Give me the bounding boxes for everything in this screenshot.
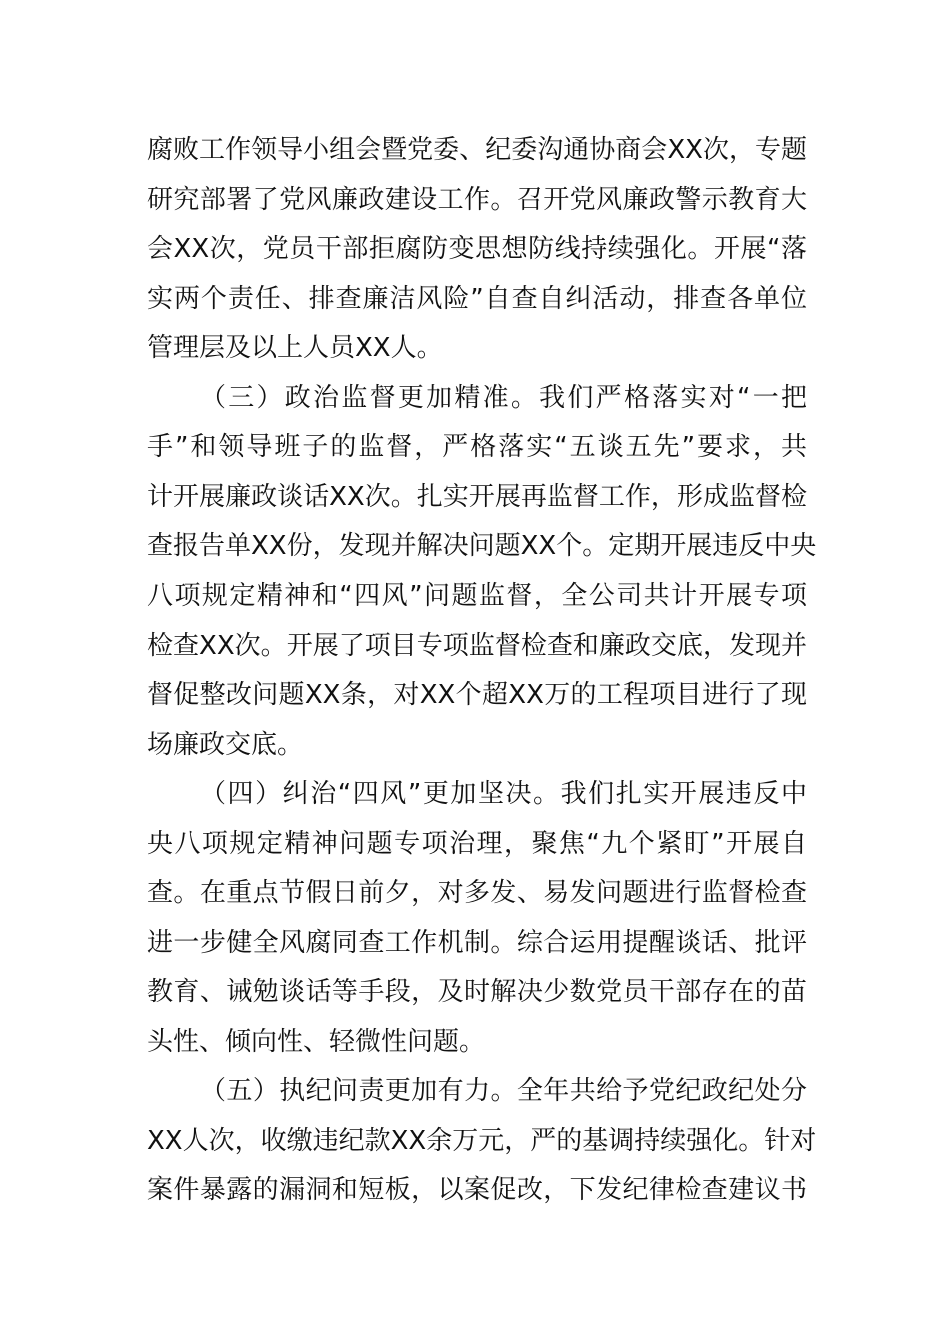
section-heading-line: （四）纠治“四风”更加坚决。我们扎实开展违反中 bbox=[200, 779, 807, 809]
text-line: 案件暴露的漏洞和短板，以案促改，下发纪律检查建议书 bbox=[147, 1175, 807, 1205]
text-line: 检查XX次。开展了项目专项监督检查和廉政交底，发现并 bbox=[147, 631, 807, 661]
text-line: 手”和领导班子的监督，严格落实“五谈五先”要求，共 bbox=[147, 432, 807, 462]
text-line: 进一步健全风腐同查工作机制。综合运用提醒谈话、批评 bbox=[147, 928, 807, 958]
text-line: 央八项规定精神问题专项治理，聚焦“九个紧盯”开展自 bbox=[147, 829, 807, 859]
text-line: 头性、倾向性、轻微性问题。 bbox=[147, 1027, 486, 1057]
section-heading-line: （三）政治监督更加精准。我们严格落实对“一把 bbox=[200, 383, 807, 413]
text-line: 管理层及以上人员XX人。 bbox=[147, 333, 443, 363]
text-line: 实两个责任、排查廉洁风险”自查自纠活动，排查各单位 bbox=[147, 284, 807, 314]
text-line: 查。在重点节假日前夕，对多发、易发问题进行监督检查 bbox=[147, 878, 807, 908]
text-line: 教育、诫勉谈话等手段，及时解决少数党员干部存在的苗 bbox=[147, 977, 807, 1007]
text-line: 计开展廉政谈话XX次。扎实开展再监督工作，形成监督检 bbox=[147, 482, 807, 512]
text-line: 场廉政交底。 bbox=[147, 730, 304, 760]
text-line: 查报告单XX份，发现并解决问题XX个。定期开展违反中央 bbox=[147, 531, 817, 561]
text-line: 研究部署了党风廉政建设工作。召开党风廉政警示教育大 bbox=[147, 185, 807, 215]
text-line: 督促整改问题XX条，对XX个超XX万的工程项目进行了现 bbox=[147, 680, 807, 710]
text-line: 八项规定精神和“四风”问题监督，全公司共计开展专项 bbox=[147, 581, 807, 611]
section-heading-line: （五）执纪问责更加有力。全年共给予党纪政纪处分 bbox=[200, 1076, 807, 1106]
text-line: 会XX次，党员干部拒腐防变思想防线持续强化。开展“落 bbox=[147, 234, 807, 264]
text-line: XX人次，收缴违纪款XX余万元，严的基调持续强化。针对 bbox=[147, 1126, 817, 1156]
text-line: 腐败工作领导小组会暨党委、纪委沟通协商会XX次，专题 bbox=[147, 135, 807, 165]
